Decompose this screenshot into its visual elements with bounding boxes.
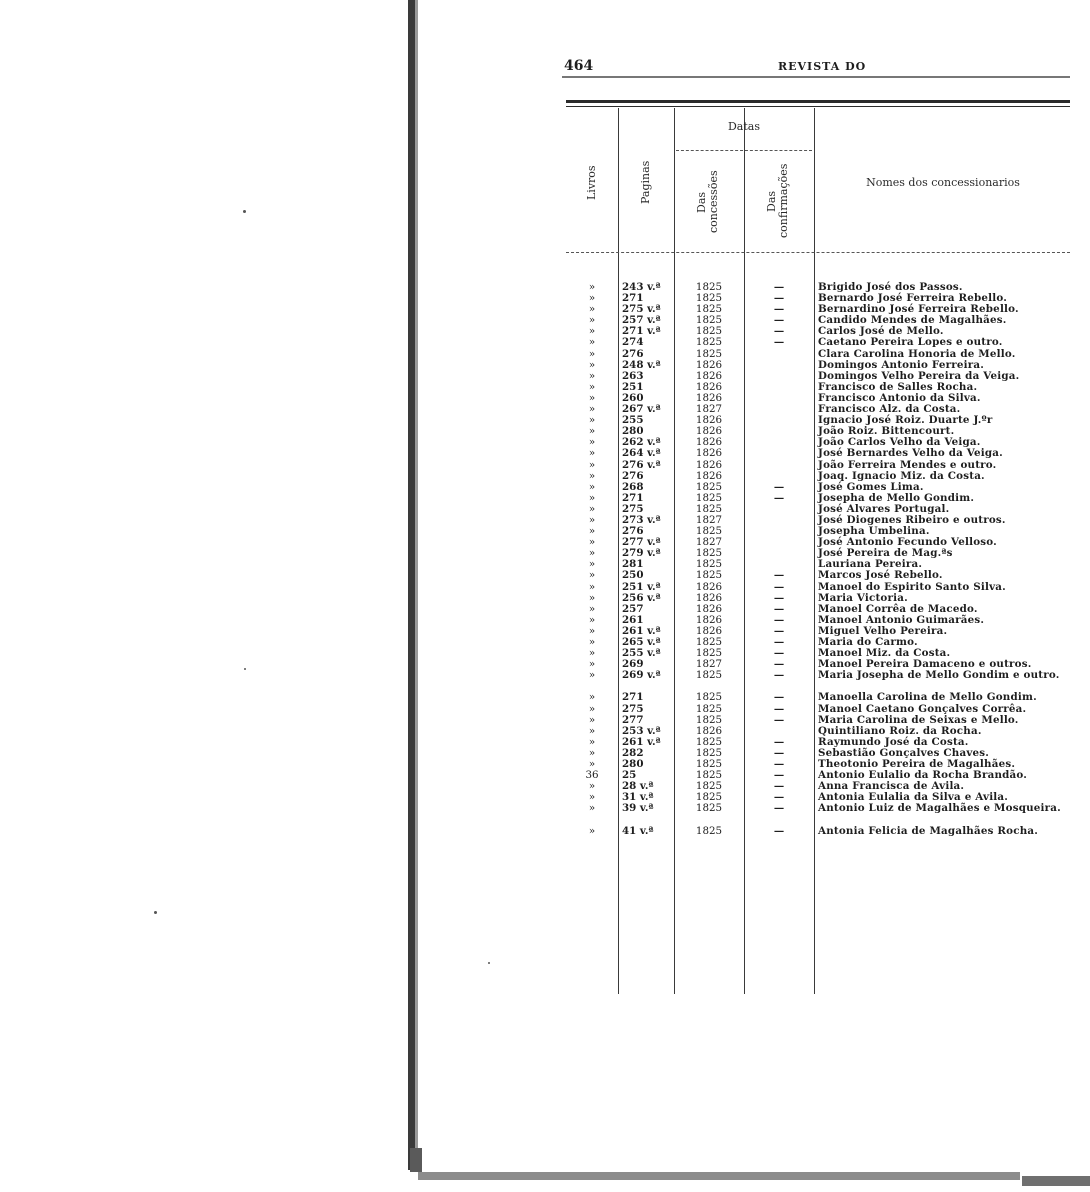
cell-confirmacao: —: [773, 658, 785, 671]
cell-concessao: 1825: [695, 702, 723, 715]
cell-confirmacao: —: [773, 791, 785, 804]
cell-confirmacao: —: [773, 569, 785, 582]
cell-livro: »: [588, 636, 596, 648]
cell-concessao: 1826: [695, 391, 723, 404]
table-row: [566, 826, 1070, 848]
cell-nome: Manoel Caetano Gonçalves Corrêa.: [818, 702, 1027, 715]
cell-concessao: 1826: [695, 447, 723, 460]
cell-livro: »: [588, 724, 596, 737]
cell-nome: Josepha de Mello Gondim.: [818, 491, 975, 504]
cell-livro: »: [588, 403, 596, 416]
cell-pagina: 41 v.ª: [622, 824, 654, 837]
cell-confirmacao: —: [773, 647, 785, 660]
cell-nome: Bernardino José Ferreira Rebello.: [818, 303, 1019, 316]
cell-confirmacao: —: [773, 780, 785, 793]
table-row: [566, 670, 1070, 692]
page-bottom-edge-right: [1022, 1176, 1090, 1186]
cell-nome: José Gomes Lima.: [818, 480, 924, 493]
cell-livro: »: [588, 558, 596, 571]
cell-pagina: 243 v.ª: [622, 281, 661, 293]
cell-livro: »: [588, 303, 596, 316]
cell-nome: Maria Carolina de Seixas e Mello.: [818, 713, 1019, 726]
cell-concessao: 1825: [695, 525, 723, 538]
table-top-rule: [566, 100, 1070, 103]
cell-nome: João Carlos Velho da Veiga.: [818, 436, 981, 449]
header-livros: Livros: [585, 165, 598, 201]
cell-pagina: 275 v.ª: [622, 303, 661, 316]
cell-nome: José Antonio Fecundo Velloso.: [818, 536, 997, 549]
cell-concessao: 1825: [695, 780, 723, 793]
cell-pagina: 28 v.ª: [622, 780, 654, 793]
cell-livro: »: [588, 391, 596, 404]
cell-concessao: 1825: [695, 735, 723, 748]
cell-pagina: 277: [622, 713, 644, 726]
cell-nome: Lauriana Pereira.: [818, 558, 923, 571]
table-row: [566, 803, 1070, 825]
cell-nome: José Pereira de Mag.ªs: [818, 547, 953, 560]
cell-livro: »: [588, 791, 596, 804]
cell-pagina: 257 v.ª: [622, 314, 661, 327]
cell-pagina: 250: [622, 569, 644, 582]
cell-nome: Manoel Corrêa de Macedo.: [818, 602, 978, 615]
cell-confirmacao: —: [773, 325, 785, 338]
cell-concessao: 1825: [695, 502, 723, 515]
cell-livro: »: [588, 336, 596, 349]
cell-pagina: 274: [622, 336, 644, 349]
cell-confirmacao: —: [773, 591, 785, 604]
cell-livro: »: [588, 613, 596, 626]
cell-pagina: 269 v.ª: [622, 669, 661, 682]
cell-nome: Manoella Carolina de Mello Gondim.: [818, 691, 1037, 704]
cell-livro: »: [588, 491, 596, 504]
cell-livro: »: [588, 669, 596, 682]
cell-concessao: 1825: [695, 480, 723, 493]
cell-livro: »: [588, 314, 596, 327]
cell-livro: »: [588, 447, 596, 460]
cell-pagina: 268: [622, 480, 644, 493]
cell-concessao: 1825: [695, 636, 723, 648]
cell-concessao: 1825: [695, 713, 723, 726]
cell-pagina: 276: [622, 347, 644, 360]
cell-nome: Sebastião Gonçalves Chaves.: [818, 746, 990, 759]
cell-pagina: 261: [622, 613, 644, 626]
cell-pagina: 261 v.ª: [622, 624, 661, 637]
cell-concessao: 1826: [695, 414, 723, 427]
cell-concessao: 1825: [695, 569, 723, 582]
cell-pagina: 265 v.ª: [622, 636, 661, 648]
cell-livro: »: [588, 647, 596, 660]
cell-nome: Antonia Eulalia da Silva e Avila.: [818, 791, 1009, 804]
cell-livro: »: [588, 325, 596, 338]
cell-nome: Antonio Luiz de Magalhães e Mosqueira.: [818, 802, 1061, 815]
scan-speck: [154, 911, 157, 914]
cell-confirmacao: —: [773, 314, 785, 327]
cell-concessao: 1826: [695, 436, 723, 449]
cell-concessao: 1826: [695, 580, 723, 593]
cell-concessao: 1825: [695, 758, 723, 771]
cell-livro: »: [588, 369, 596, 382]
cell-pagina: 267 v.ª: [622, 403, 661, 416]
cell-pagina: 263: [622, 369, 644, 382]
cell-concessao: 1825: [695, 824, 723, 837]
cell-livro: »: [588, 380, 596, 393]
header-rule: [562, 76, 1070, 78]
page-number: 464: [564, 58, 594, 74]
table-body: [566, 282, 1070, 848]
cell-nome: Joaq. Ignacio Miz. da Costa.: [818, 469, 985, 482]
cell-concessao: 1825: [695, 314, 723, 327]
cell-pagina: 253 v.ª: [622, 724, 661, 737]
cell-concessao: 1825: [695, 303, 723, 316]
cell-nome: Theotonio Pereira de Magalhães.: [818, 758, 1016, 771]
cell-livro: »: [588, 824, 596, 837]
cell-concessao: 1825: [695, 547, 723, 560]
cell-pagina: 248 v.ª: [622, 358, 661, 371]
cell-livro: »: [588, 591, 596, 604]
cell-pagina: 276 v.ª: [622, 458, 661, 471]
cell-concessao: 1827: [695, 658, 723, 671]
cell-nome: Manoel Miz. da Costa.: [818, 647, 951, 660]
cell-concessao: 1825: [695, 746, 723, 759]
cell-nome: Ignacio José Roiz. Duarte J.ºr: [818, 414, 993, 427]
cell-nome: Domingos Velho Pereira da Veiga.: [818, 369, 1020, 382]
scan-speck: [488, 962, 490, 964]
cell-confirmacao: —: [773, 336, 785, 349]
cell-pagina: 275: [622, 502, 644, 515]
cell-nome: Maria do Carmo.: [818, 636, 918, 648]
cell-pagina: 273 v.ª: [622, 513, 661, 526]
table-row: [566, 448, 1070, 459]
cell-livro: »: [588, 780, 596, 793]
cell-pagina: 279 v.ª: [622, 547, 661, 560]
cell-confirmacao: —: [773, 669, 785, 682]
cell-livro: »: [588, 502, 596, 515]
cell-confirmacao: —: [773, 802, 785, 815]
cell-livro: »: [588, 347, 596, 360]
cell-pagina: 271: [622, 691, 644, 704]
cell-nome: Antonio Eulalio da Rocha Brandão.: [818, 769, 1028, 782]
cell-pagina: 271: [622, 491, 644, 504]
cell-livro: »: [588, 425, 596, 438]
cell-confirmacao: —: [773, 292, 785, 305]
cell-confirmacao: —: [773, 735, 785, 748]
cell-pagina: 276: [622, 469, 644, 482]
cell-confirmacao: —: [773, 303, 785, 316]
cell-concessao: 1825: [695, 802, 723, 815]
cell-concessao: 1826: [695, 369, 723, 382]
cell-concessao: 1826: [695, 591, 723, 604]
cell-concessao: 1827: [695, 513, 723, 526]
page-bottom-edge: [418, 1172, 1020, 1180]
cell-pagina: 280: [622, 758, 644, 771]
cell-livro: »: [588, 746, 596, 759]
cell-livro: »: [588, 536, 596, 549]
cell-pagina: 260: [622, 391, 644, 404]
cell-concessao: 1825: [695, 347, 723, 360]
cell-confirmacao: —: [773, 713, 785, 726]
cell-livro: »: [588, 691, 596, 704]
cell-nome: Manoel do Espirito Santo Silva.: [818, 580, 1006, 593]
binding-shadow: [408, 0, 415, 1170]
cell-pagina: 282: [622, 746, 644, 759]
cell-confirmacao: —: [773, 636, 785, 648]
cell-nome: João Roiz. Bittencourt.: [818, 425, 955, 438]
cell-livro: »: [588, 569, 596, 582]
cell-nome: Clara Carolina Honoria de Mello.: [818, 347, 1016, 360]
cell-concessao: 1826: [695, 458, 723, 471]
cell-nome: Josepha Umbelina.: [818, 525, 930, 538]
cell-livro: »: [588, 624, 596, 637]
cell-pagina: 271: [622, 292, 644, 305]
cell-pagina: 256 v.ª: [622, 591, 661, 604]
cell-nome: Bernardo José Ferreira Rebello.: [818, 292, 1008, 305]
cell-nome: José Diogenes Ribeiro e outros.: [818, 513, 1006, 526]
cell-confirmacao: —: [773, 824, 785, 837]
scan-speck: [244, 668, 246, 670]
cell-livro: »: [588, 436, 596, 449]
cell-livro: »: [588, 414, 596, 427]
cell-concessao: 1827: [695, 403, 723, 416]
cell-confirmacao: —: [773, 769, 785, 782]
running-title: REVISTA DO: [778, 60, 867, 73]
binding-edge: [415, 0, 418, 1170]
cell-pagina: 269: [622, 658, 644, 671]
cell-nome: João Ferreira Mendes e outro.: [818, 458, 997, 471]
cell-nome: Antonia Felicia de Magalhães Rocha.: [818, 824, 1039, 837]
cell-nome: Caetano Pereira Lopes e outro.: [818, 336, 1003, 349]
header-das-concessoes: Das concessões: [695, 170, 720, 234]
cell-nome: José Alvares Portugal.: [818, 502, 950, 515]
table-row: [566, 704, 1070, 715]
cell-livro: »: [588, 292, 596, 305]
cell-pagina: 251 v.ª: [622, 580, 661, 593]
header-das-confirmacoes: Das confirmações: [765, 163, 790, 239]
cell-livro: »: [588, 525, 596, 538]
cell-nome: Raymundo José da Costa.: [818, 735, 969, 748]
cell-concessao: 1825: [695, 558, 723, 571]
cell-nome: Candido Mendes de Magalhães.: [818, 314, 1007, 327]
cell-nome: Miguel Velho Pereira.: [818, 624, 948, 637]
cell-nome: Manoel Pereira Damaceno e outros.: [818, 658, 1032, 671]
cell-concessao: 1825: [695, 281, 723, 293]
cell-confirmacao: —: [773, 602, 785, 615]
cell-nome: Brigido José dos Passos.: [818, 281, 963, 293]
cell-pagina: 255 v.ª: [622, 647, 661, 660]
cell-concessao: 1826: [695, 602, 723, 615]
table-row: [566, 582, 1070, 593]
cell-nome: Domingos Antonio Ferreira.: [818, 358, 984, 371]
cell-concessao: 1825: [695, 292, 723, 305]
cell-nome: Manoel Antonio Guimarães.: [818, 613, 985, 626]
cell-pagina: 277 v.ª: [622, 536, 661, 549]
cell-concessao: 1826: [695, 425, 723, 438]
cell-livro: »: [588, 547, 596, 560]
cell-pagina: 281: [622, 558, 644, 571]
cell-nome: Francisco de Salles Rocha.: [818, 380, 978, 393]
table-row: [566, 692, 1070, 703]
cell-pagina: 280: [622, 425, 644, 438]
cell-livro: »: [588, 469, 596, 482]
cell-confirmacao: —: [773, 624, 785, 637]
cell-livro: »: [588, 735, 596, 748]
cell-livro: »: [588, 658, 596, 671]
cell-confirmacao: —: [773, 758, 785, 771]
table-top-rule-thin: [566, 106, 1070, 107]
cell-concessao: 1827: [695, 536, 723, 549]
cell-confirmacao: —: [773, 613, 785, 626]
table-row: [566, 460, 1070, 471]
table-row: [566, 337, 1070, 348]
cell-livro: 36: [585, 769, 599, 782]
cell-concessao: 1825: [695, 769, 723, 782]
header-bottom-rule: [566, 252, 1070, 253]
cell-concessao: 1825: [695, 647, 723, 660]
cell-livro: »: [588, 580, 596, 593]
scan-speck: [243, 210, 246, 213]
table-row: [566, 349, 1070, 360]
cell-livro: »: [588, 802, 596, 815]
cell-confirmacao: —: [773, 580, 785, 593]
cell-livro: »: [588, 480, 596, 493]
header-paginas: Paginas: [639, 160, 652, 204]
cell-livro: »: [588, 458, 596, 471]
cell-nome: Carlos José de Mello.: [818, 325, 944, 338]
cell-pagina: 31 v.ª: [622, 791, 654, 804]
cell-confirmacao: —: [773, 702, 785, 715]
cell-nome: Francisco Alz. da Costa.: [818, 403, 961, 416]
datas-subrule: [676, 150, 812, 151]
cell-pagina: 264 v.ª: [622, 447, 661, 460]
cell-concessao: 1826: [695, 380, 723, 393]
cell-pagina: 271 v.ª: [622, 325, 661, 338]
cell-concessao: 1826: [695, 624, 723, 637]
cell-pagina: 262 v.ª: [622, 436, 661, 449]
cell-pagina: 255: [622, 414, 644, 427]
cell-nome: Francisco Antonio da Silva.: [818, 391, 981, 404]
cell-concessao: 1825: [695, 325, 723, 338]
concession-table: [566, 98, 1070, 996]
cell-confirmacao: —: [773, 281, 785, 293]
cell-pagina: 261 v.ª: [622, 735, 661, 748]
cell-livro: »: [588, 702, 596, 715]
cell-pagina: 276: [622, 525, 644, 538]
cell-confirmacao: —: [773, 691, 785, 704]
cell-concessao: 1826: [695, 358, 723, 371]
cell-livro: »: [588, 758, 596, 771]
cell-nome: Anna Francisca de Avila.: [818, 780, 965, 793]
cell-concessao: 1826: [695, 724, 723, 737]
binding-foot: [410, 1148, 422, 1172]
cell-concessao: 1826: [695, 613, 723, 626]
cell-livro: »: [588, 358, 596, 371]
table-row: [566, 570, 1070, 581]
cell-nome: Maria Victoria.: [818, 591, 908, 604]
cell-confirmacao: —: [773, 746, 785, 759]
cell-livro: »: [588, 713, 596, 726]
cell-pagina: 275: [622, 702, 644, 715]
cell-livro: »: [588, 281, 596, 293]
cell-nome: Maria Josepha de Mello Gondim e outro.: [818, 669, 1060, 682]
cell-pagina: 25: [622, 769, 637, 782]
cell-pagina: 251: [622, 380, 644, 393]
cell-concessao: 1826: [695, 469, 723, 482]
cell-nome: Quintiliano Roiz. da Rocha.: [818, 724, 982, 737]
cell-concessao: 1825: [695, 791, 723, 804]
cell-pagina: 257: [622, 602, 644, 615]
cell-pagina: 39 v.ª: [622, 802, 654, 815]
cell-concessao: 1825: [695, 691, 723, 704]
cell-nome: José Bernardes Velho da Veiga.: [818, 447, 1003, 460]
cell-concessao: 1825: [695, 669, 723, 682]
cell-livro: »: [588, 513, 596, 526]
cell-concessao: 1825: [695, 491, 723, 504]
cell-livro: »: [588, 602, 596, 615]
cell-confirmacao: —: [773, 491, 785, 504]
cell-concessao: 1825: [695, 336, 723, 349]
header-nomes: Nomes dos concessionarios: [866, 176, 1020, 189]
cell-nome: Marcos José Rebello.: [818, 569, 943, 582]
cell-confirmacao: —: [773, 480, 785, 493]
header-datas: Datas: [727, 120, 760, 133]
